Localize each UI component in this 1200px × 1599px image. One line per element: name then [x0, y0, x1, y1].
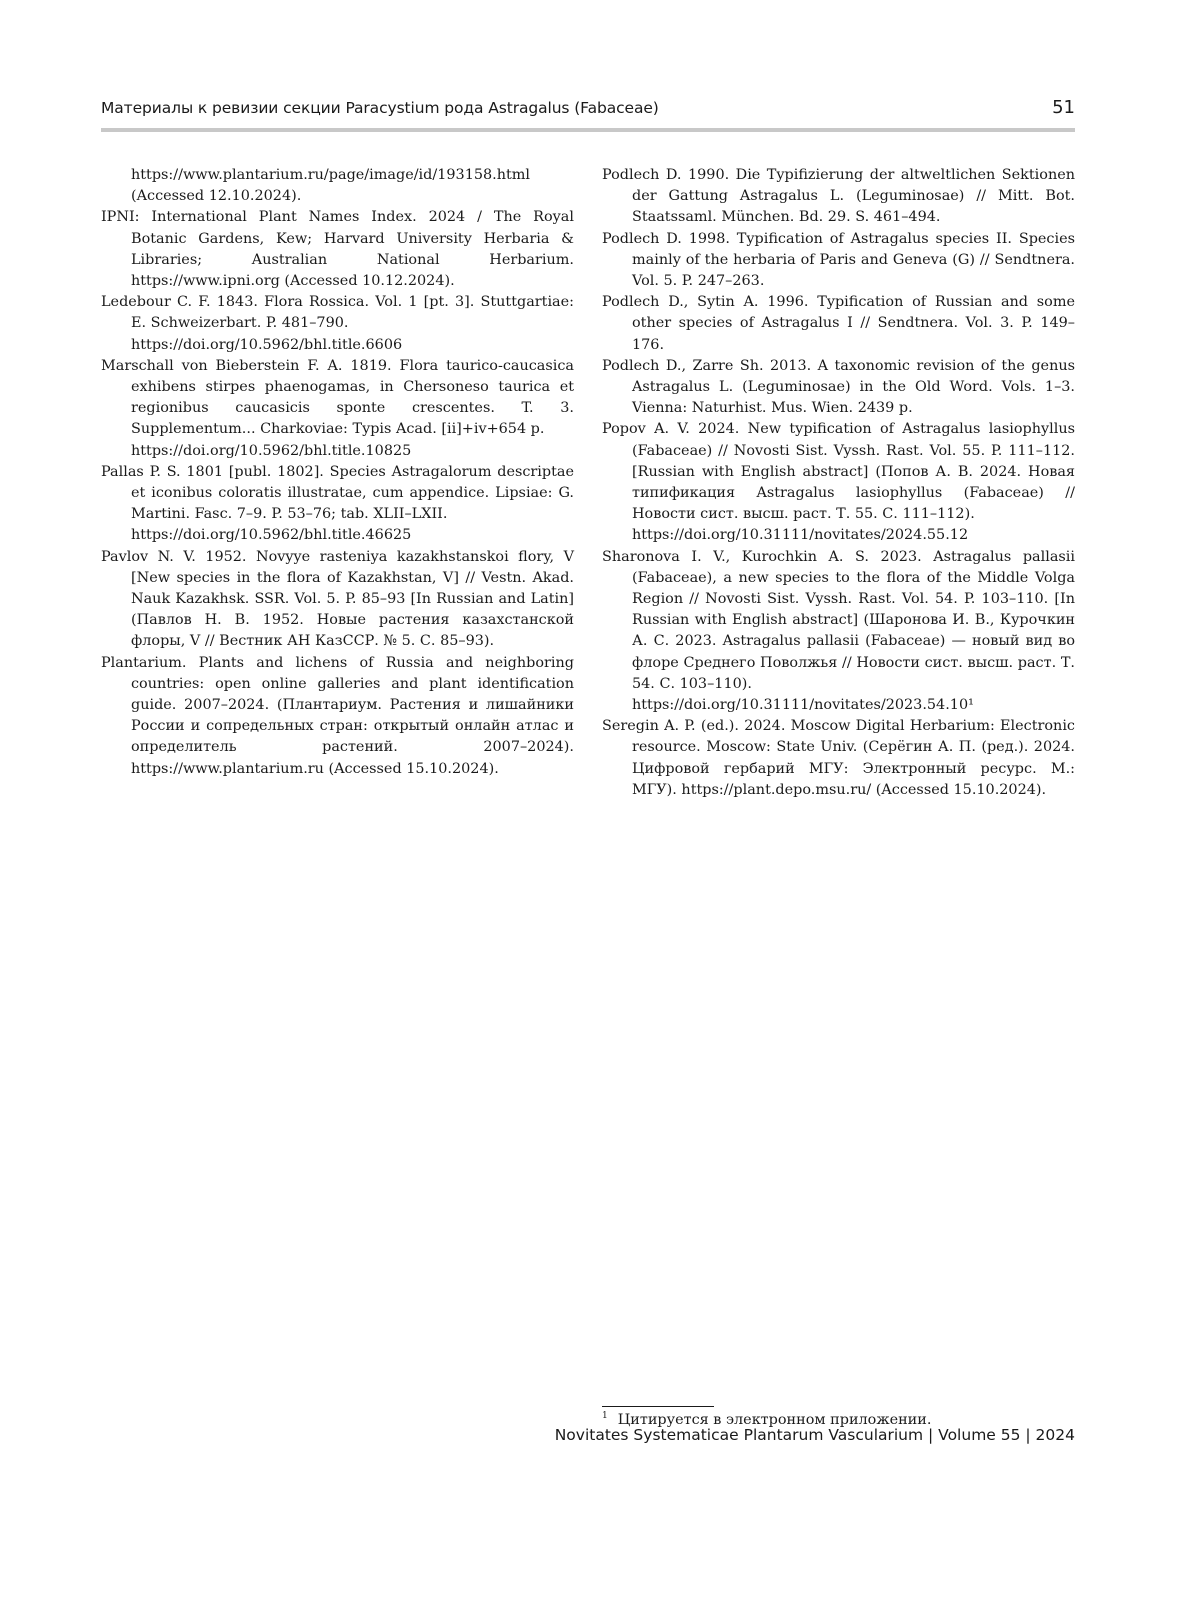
references-left-column: [101, 165, 574, 780]
reference-entry: [602, 356, 1075, 420]
reference-text: Podlech D., Sytin A. 1996. Typification of Russian and some other species of Astragalus I // Sendtnera. Vol. 3. P. 149–176.: [602, 294, 1075, 353]
reference-entry: [101, 207, 574, 292]
reference-text: Sharonova I. V., Kurochkin A. S. 2023. Astragalus pallasii (Fabaceae), a new species to the flora of the Middle Volga Region // Novosti Sist. Vyssh. Rast. Vol. 54. P. 103–110. [In Russian with English abstract] (Шаронова И. В., Курочкин А. С. 2023. Astragalus pallasii (Fabaceae) — новый вид во флоре Среднего Поволжья // Новости сист. высш. раст. Т. 54. С. 103–110). https://doi.org/10.31111/novitates/2023.54.10¹: [602, 548, 1075, 714]
reference-text: Podlech D. 1998. Typification of Astragalus species II. Species mainly of the herbaria of Paris and Geneva (G) // Sendtnera. Vol. 5. P. 247–263.: [602, 230, 1075, 290]
reference-entry: [101, 547, 574, 653]
journal-footer: Novitates Systematicae Plantarum Vascularium | Volume 55 | 2024: [554, 1426, 1075, 1444]
reference-entry: [101, 292, 574, 356]
header-divider: [101, 128, 1075, 132]
running-header: [101, 97, 1075, 121]
reference-entry: [602, 547, 1075, 717]
running-title: Материалы к ревизии секции Paracystium рода Astragalus (Fabaceae): [101, 99, 659, 117]
reference-entry: [602, 292, 1075, 356]
reference-entry: [101, 653, 574, 780]
reference-entry: [101, 356, 574, 462]
reference-text: IPNI: International Plant Names Index. 2024 / The Royal Botanic Gardens, Kew; Harvard University Herbaria & Libraries; Australian National Herbarium. https://www.ipni.org (Accessed 10.12.2024).: [101, 209, 574, 290]
reference-text: Podlech D. 1990. Die Typifizierung der altweltlichen Sektionen der Gattung Astragalus L. (Leguminosae) // Mitt. Bot. Staatssaml. München. Bd. 29. S. 461–494.: [602, 167, 1075, 226]
reference-text: https://www.plantarium.ru/page/image/id/193158.html (Accessed 12.10.2024).: [131, 167, 531, 205]
reference-text: Plantarium. Plants and lichens of Russia and neighboring countries: open online galleries and plant identification guide. 2007–2024. (Плантариум. Растения и лишайники России и сопредельных стран: открытый онлайн атлас и определитель растений. 2007–2024). https://www.plantarium.ru (Accessed 15.10.2024).: [101, 654, 574, 777]
reference-entry: [101, 165, 574, 207]
reference-text: Pavlov N. V. 1952. Novyye rasteniya kazakhstanskoi flory, V [New species in the flora of Kazakhstan, V] // Vestn. Akad. Nauk Kazakhsk. SSR. Vol. 5. P. 85–93 [In Russian and Latin] (Павлов Н. В. 1952. Новые растения казахстанской флоры, V // Вестник АН КазССР. № 5. С. 85–93).: [101, 548, 574, 650]
reference-text: Marschall von Bieberstein F. A. 1819. Flora taurico-caucasica exhibens stirpes phaenogamas, in Chersoneso taurica et regionibus caucasicis sponte crescentes. T. 3. Supplementum... Charkoviae: Typis Acad. [ii]+iv+654 p. https://doi.org/10.5962/bhl.title.10825: [101, 357, 574, 459]
reference-entry: [602, 229, 1075, 293]
page-number: 51: [1052, 97, 1075, 118]
reference-text: Podlech D., Zarre Sh. 2013. A taxonomic revision of the genus Astragalus L. (Leguminosae) in the Old Word. Vols. 1–3. Vienna: Naturhist. Mus. Wien. 2439 p.: [602, 357, 1075, 417]
footnote-divider: [602, 1406, 714, 1407]
footnote-text: Цитируется в электронном приложении.: [617, 1412, 932, 1428]
reference-entry: [602, 716, 1075, 801]
reference-text: Seregin A. P. (ed.). 2024. Moscow Digital Herbarium: Electronic resource. Moscow: State Univ. (Серёгин А. П. (ред.). 2024. Цифровой гербарий МГУ: Электронный ресурс. М.: МГУ). https://plant.depo.msu.ru/ (Accessed 15.10.2024).: [602, 718, 1075, 798]
footnote-marker: 1: [602, 1411, 608, 1421]
reference-text: Ledebour C. F. 1843. Flora Rossica. Vol. 1 [pt. 3]. Stuttgartiae: E. Schweizerbart. P. 481–790. https://doi.org/10.5962/bhl.title.6606: [101, 294, 574, 353]
reference-entry: [602, 165, 1075, 229]
reference-entry: [602, 419, 1075, 546]
reference-text: Pallas P. S. 1801 [publ. 1802]. Species Astragalorum descriptae et iconibus coloratis illustratae, cum appendice. Lipsiae: G. Martini. Fasc. 7–9. P. 53–76; tab. XLII–LXII. https://doi.org/10.5962/bhl.title.46625: [101, 463, 574, 544]
references-right-column: [602, 165, 1075, 801]
reference-text: Popov A. V. 2024. New typification of Astragalus lasiophyllus (Fabaceae) // Novosti Sist. Vyssh. Rast. Vol. 55. P. 111–112. [Russian with English abstract] (Попов А. В. 2024. Новая типификация Astragalus lasiophyllus (Fabaceae) // Новости сист. высш. раст. Т. 55. С. 111–112). https://doi.org/10.31111/novitates/2024.55.12: [602, 421, 1075, 544]
reference-entry: [101, 462, 574, 547]
